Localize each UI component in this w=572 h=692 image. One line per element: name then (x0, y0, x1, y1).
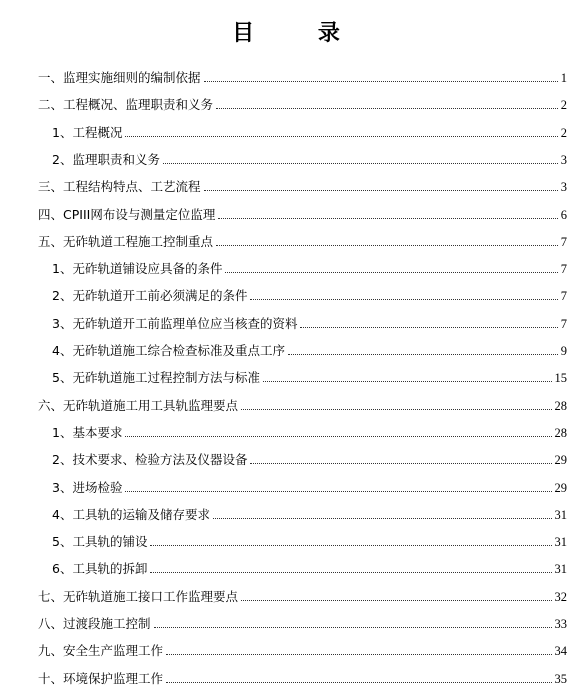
toc-entry-page-number: 9 (560, 344, 567, 358)
toc-entry-page-number: 7 (560, 289, 567, 304)
dot-leader (213, 517, 552, 519)
toc-entry-title: 2、监理职责和义务 (52, 151, 160, 167)
toc-entry[interactable] (0, 421, 572, 441)
toc-entry[interactable] (0, 366, 572, 386)
toc-entry[interactable] (0, 557, 572, 577)
toc-entry[interactable] (0, 530, 572, 550)
toc-entry[interactable] (0, 230, 572, 250)
dot-leader (204, 189, 558, 191)
toc-entry[interactable] (0, 448, 572, 468)
dot-leader (154, 626, 552, 628)
dot-leader (263, 380, 552, 382)
toc-entry-title: 3、无砟轨道开工前监理单位应当核查的资料 (52, 315, 298, 331)
toc-entry-page-number: 35 (554, 671, 567, 686)
dot-leader (150, 544, 551, 546)
toc-entry[interactable] (0, 175, 572, 195)
toc-entry-title: 1、基本要求 (52, 424, 123, 440)
toc-entry-page-number: 1 (560, 71, 567, 85)
toc-entry-page-number: 3 (560, 152, 567, 167)
toc-entry-page-number: 2 (560, 125, 567, 140)
page-title: 目 录 (232, 20, 368, 46)
toc-entry-title: 6、工具轨的拆卸 (52, 561, 148, 577)
dot-leader (241, 408, 551, 410)
toc-entry-page-number: 28 (554, 425, 567, 440)
toc-entry-page-number: 33 (554, 617, 567, 631)
toc-entry[interactable] (0, 257, 572, 277)
toc-entry-title: 5、工具轨的铺设 (52, 534, 148, 550)
toc-entry-title: 1、工程概况 (52, 124, 123, 140)
dot-leader (250, 298, 557, 300)
toc-entry-title: 六、无砟轨道施工用工具轨监理要点 (38, 397, 239, 413)
toc-entry-page-number: 15 (554, 371, 567, 386)
dot-leader (125, 135, 557, 137)
toc-entry[interactable] (0, 667, 572, 687)
toc-entry-page-number: 2 (560, 98, 567, 113)
toc-entry-page-number: 31 (554, 562, 567, 577)
toc-entry-page-number: 32 (554, 589, 567, 604)
toc-entry[interactable] (0, 66, 572, 86)
dot-leader (166, 653, 551, 655)
toc-entry-title: 九、安全生产监理工作 (38, 643, 164, 659)
dot-leader (125, 435, 551, 437)
dot-leader (216, 244, 558, 246)
toc-entry-page-number: 3 (560, 180, 567, 195)
toc-entry-title: 十、环境保护监理工作 (38, 670, 164, 686)
dot-leader (204, 80, 558, 82)
dot-leader (125, 490, 551, 492)
dot-leader (218, 217, 557, 219)
toc-entry[interactable] (0, 312, 572, 332)
toc-entry[interactable] (0, 476, 572, 496)
toc-entry-page-number: 29 (554, 480, 567, 495)
toc-entry[interactable] (0, 148, 572, 168)
toc-entry-page-number: 29 (554, 453, 567, 468)
toc-entry-title: 一、监理实施细则的编制依据 (38, 70, 201, 85)
toc-entry-title: 1、无砟轨道铺设应具备的条件 (52, 261, 223, 277)
dot-leader (216, 107, 558, 109)
toc-entry-title: 二、工程概况、监理职责和义务 (38, 97, 214, 113)
dot-leader (166, 681, 551, 683)
toc-entry[interactable] (0, 503, 572, 523)
toc-entry-title: 五、无砟轨道工程施工控制重点 (38, 233, 214, 249)
dot-leader (288, 353, 558, 355)
toc-entry-title: 5、无砟轨道施工过程控制方法与标准 (52, 370, 260, 386)
dot-leader (241, 599, 551, 601)
toc-entry[interactable] (0, 639, 572, 659)
toc-entry[interactable] (0, 203, 572, 223)
toc-entry-title: 2、无砟轨道开工前必须满足的条件 (52, 288, 248, 304)
dot-leader (300, 326, 557, 328)
toc-entry[interactable] (0, 585, 572, 605)
dot-leader (163, 162, 558, 164)
toc-entry[interactable] (0, 284, 572, 304)
toc-entry-title: 八、过渡段施工控制 (38, 616, 151, 631)
toc-entry[interactable] (0, 339, 572, 359)
toc-entry-page-number: 7 (560, 262, 567, 277)
toc-entry-page-number: 34 (554, 644, 567, 659)
toc-entry-page-number: 31 (554, 535, 567, 550)
toc-entry-title: 四、CPIII网布设与测量定位监理 (38, 206, 216, 222)
dot-leader (225, 271, 557, 273)
toc-entry-page-number: 28 (554, 398, 567, 413)
toc-entry-title: 3、进场检验 (52, 479, 123, 495)
toc-entry-title: 4、无砟轨道施工综合检查标准及重点工序 (52, 343, 285, 358)
toc-entry-title: 七、无砟轨道施工接口工作监理要点 (38, 588, 239, 604)
toc-entry[interactable] (0, 612, 572, 632)
toc-entry-title: 2、技术要求、检验方法及仪器设备 (52, 452, 248, 468)
toc-entry-page-number: 7 (560, 316, 567, 331)
toc-entry-page-number: 31 (554, 507, 567, 522)
toc-entry-page-number: 7 (560, 234, 567, 249)
dot-leader (250, 462, 551, 464)
toc-entry[interactable] (0, 394, 572, 414)
toc-entry-title: 4、工具轨的运输及储存要求 (52, 506, 210, 522)
toc-entry-title: 三、工程结构特点、工艺流程 (38, 179, 201, 195)
toc-entry[interactable] (0, 93, 572, 113)
toc-entry-page-number: 6 (560, 207, 567, 222)
toc-entry[interactable] (0, 121, 572, 141)
dot-leader (150, 571, 551, 573)
